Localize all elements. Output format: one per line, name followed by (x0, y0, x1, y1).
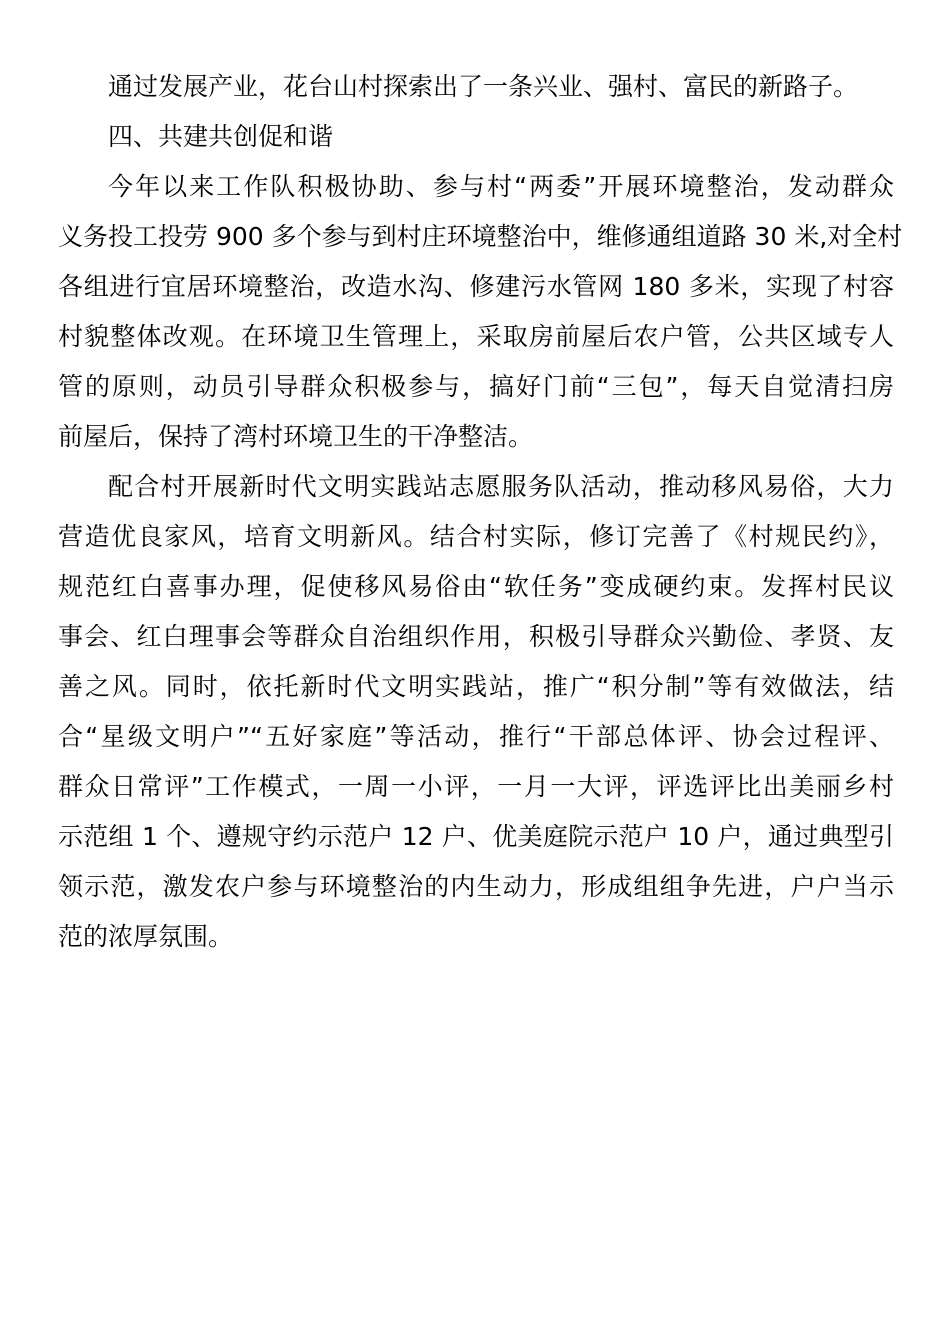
document-body (58, 62, 903, 962)
paragraph-environment-line: 义务投工投劳 900 多个参与到村庄环境整治中，维修通组道路 30 米,对全村 (58, 222, 903, 251)
paragraph-environment-line: 前屋后，保持了湾村环境卫生的干净整洁。 (58, 422, 534, 451)
paragraph-civilization-line: 群众日常评”工作模式，一周一小评，一月一大评，评选评比出美丽乡村 (58, 772, 894, 801)
paragraph-civilization-line: 规范红白喜事办理，促使移风易俗由“软任务”变成硬约束。发挥村民议 (58, 572, 894, 601)
paragraph-civilization-line: 配合村开展新时代文明实践站志愿服务队活动，推动移风易俗，大力 (108, 472, 894, 501)
paragraph-civilization-line: 示范组 1 个、遵规守约示范户 12 户、优美庭院示范户 10 户，通过典型引 (58, 822, 894, 851)
paragraph-industry-line: 通过发展产业，花台山村探索出了一条兴业、强村、富民的新路子。 (108, 72, 859, 101)
paragraph-civilization-line: 营造优良家风，培育文明新风。结合村实际，修订完善了《村规民约》， (58, 522, 894, 551)
paragraph-civilization-line: 事会、红白理事会等群众自治组织作用，积极引导群众兴勤俭、孝贤、友 (58, 622, 894, 651)
section-heading: 四、共建共创促和谐 (108, 122, 334, 151)
paragraph-civilization-line: 领示范，激发农户参与环境整治的内生动力，形成组组争先进，户户当示 (58, 872, 894, 901)
paragraph-civilization-line: 合“星级文明户”“五好家庭”等活动，推行“干部总体评、协会过程评、 (58, 722, 894, 751)
paragraph-civilization-line: 善之风。同时，依托新时代文明实践站，推广“积分制”等有效做法，结 (58, 672, 894, 701)
paragraph-environment-line: 村貌整体改观。在环境卫生管理上，采取房前屋后农户管，公共区域专人 (58, 322, 894, 351)
paragraph-environment-line: 各组进行宜居环境整治，改造水沟、修建污水管网 180 多米，实现了村容 (58, 272, 894, 301)
paragraph-environment-line: 今年以来工作队积极协助、参与村“两委”开展环境整治，发动群众 (108, 172, 894, 201)
paragraph-environment-line: 管的原则，动员引导群众积极参与，搞好门前“三包”，每天自觉清扫房 (58, 372, 894, 401)
paragraph-civilization-line: 范的浓厚氛围。 (58, 922, 234, 951)
